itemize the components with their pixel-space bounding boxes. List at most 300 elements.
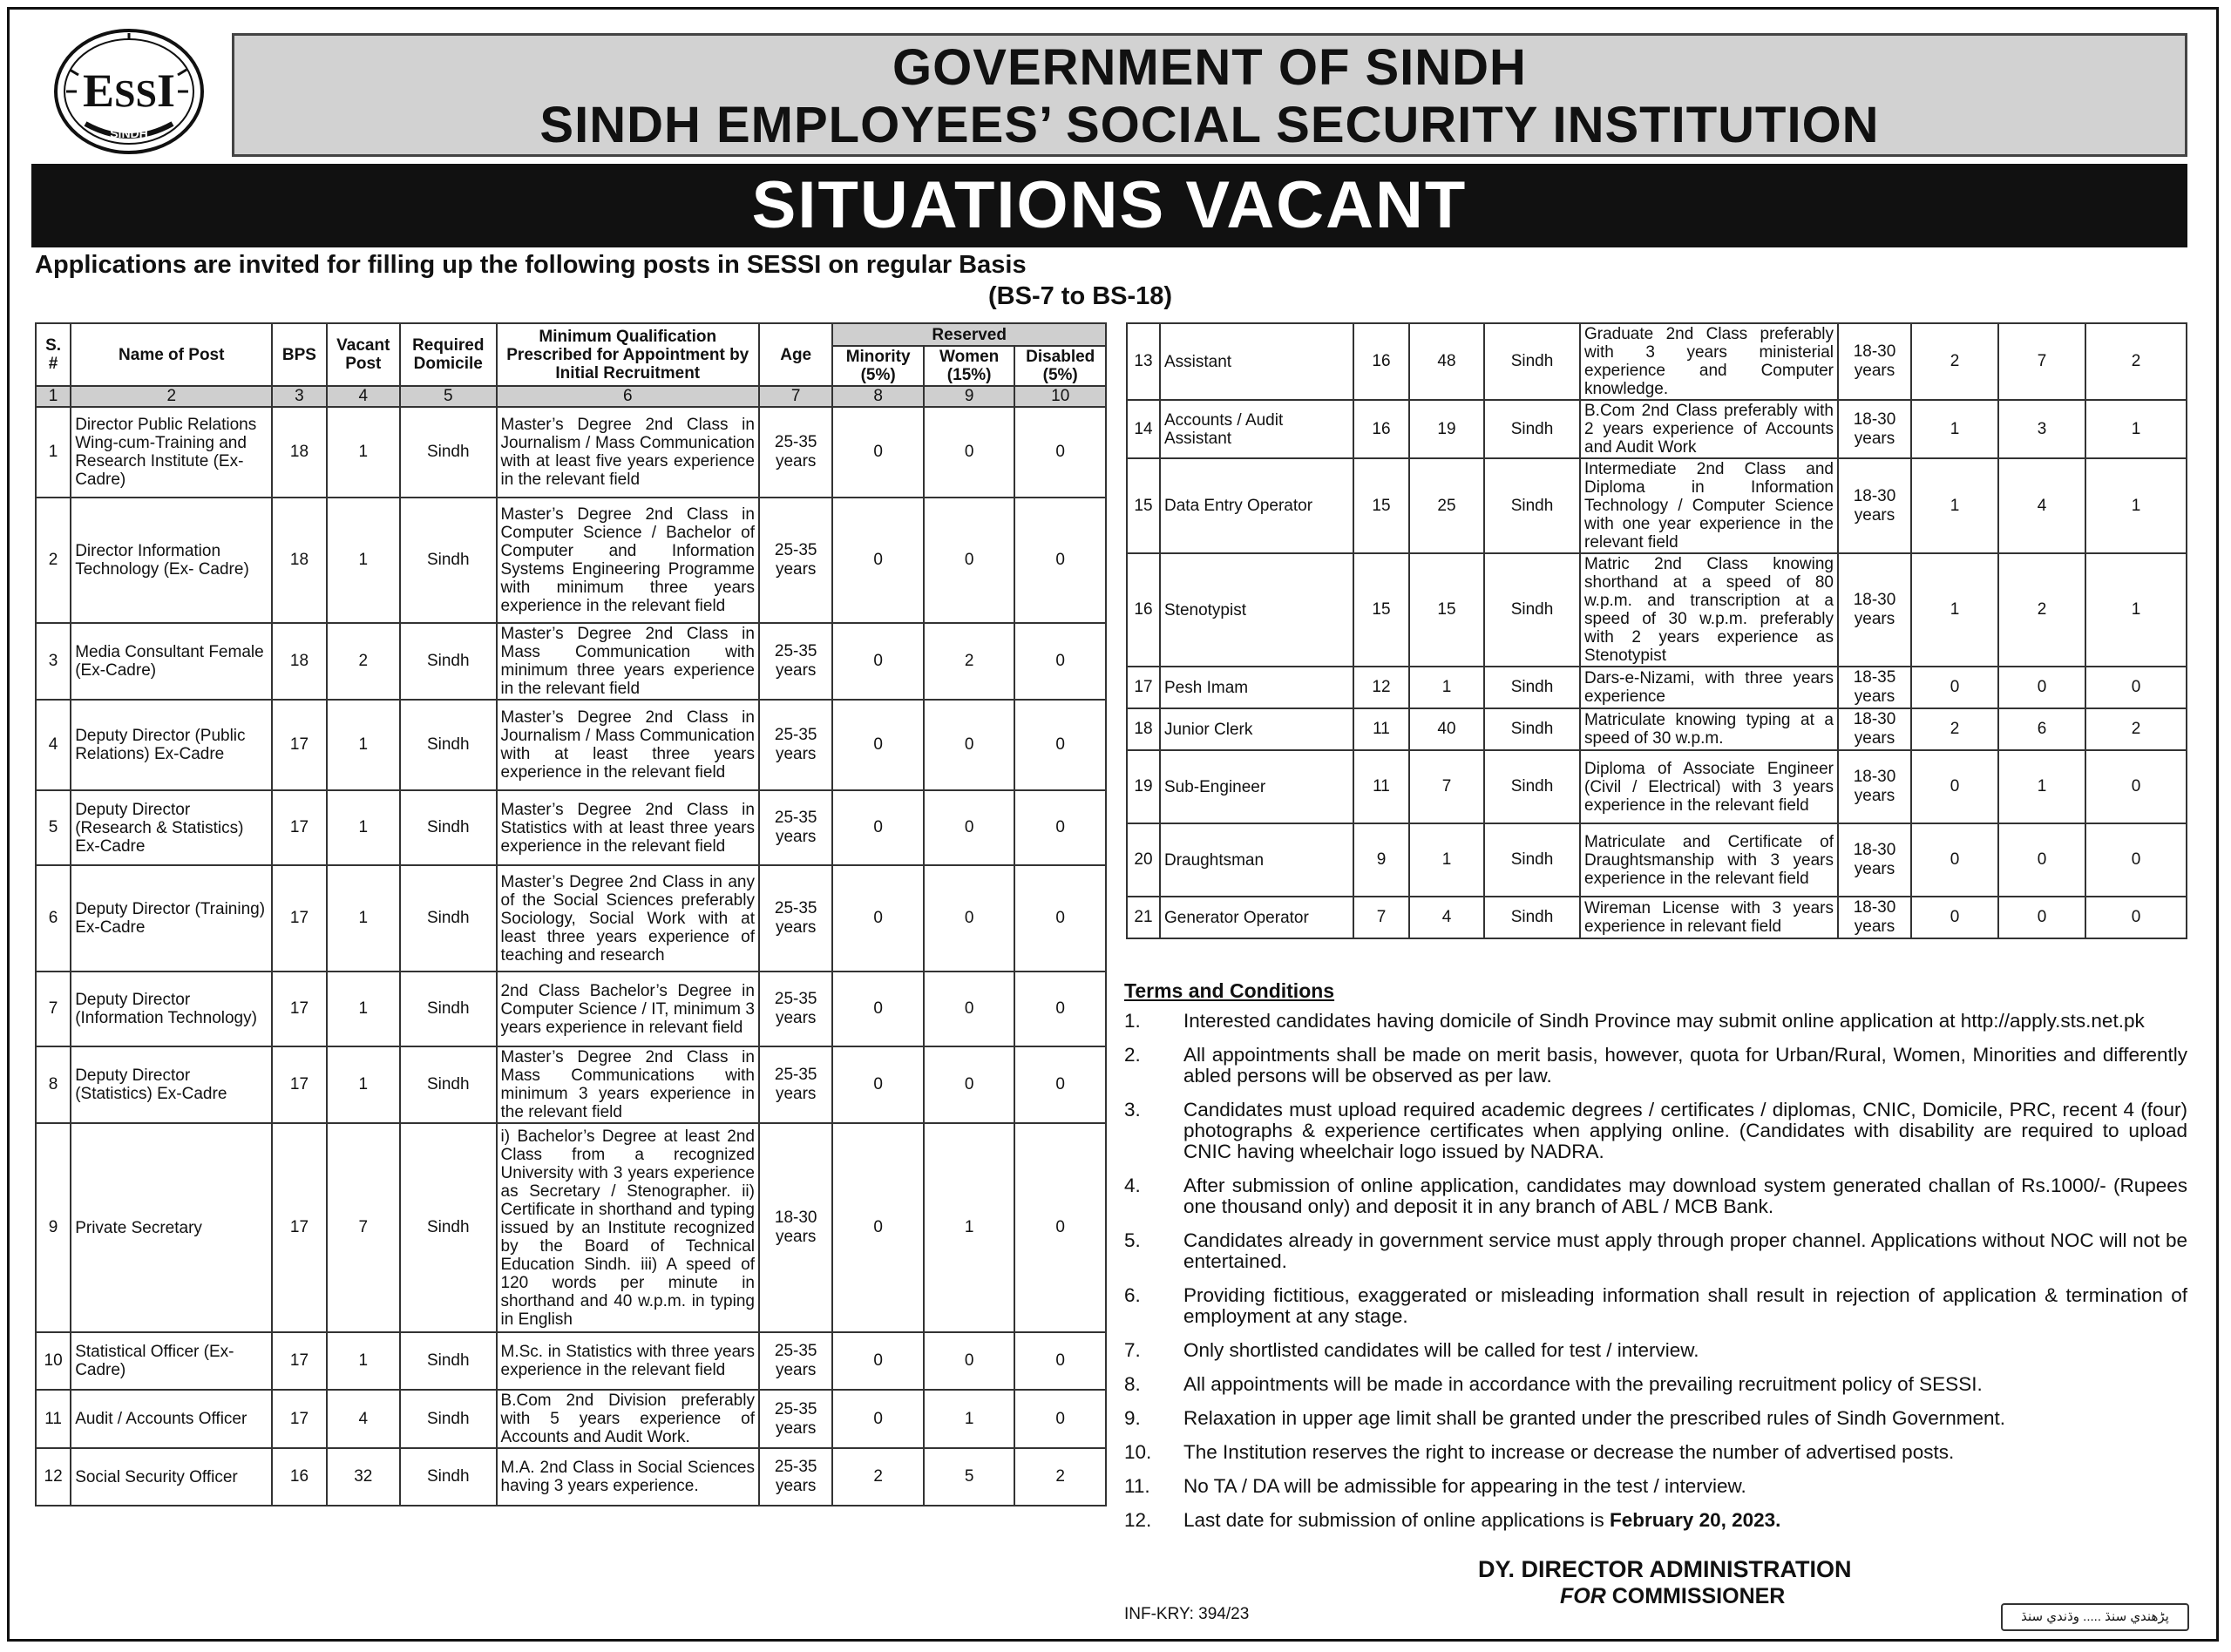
cell-sno: 7	[36, 972, 71, 1046]
colnum: 5	[400, 386, 497, 407]
cell-post-name: Deputy Director (Research & Statistics) Ex-Cadre	[71, 790, 272, 865]
cell-domicile: Sindh	[400, 498, 497, 623]
header-box	[232, 33, 2187, 157]
column-number-row	[36, 386, 1106, 407]
cell-minority: 0	[832, 700, 924, 790]
cell-domicile: Sindh	[1484, 708, 1580, 750]
term-number: 8.	[1124, 1373, 1141, 1395]
cell-sno: 9	[36, 1123, 71, 1332]
cell-vacant: 2	[327, 623, 400, 700]
table-row	[36, 790, 1106, 865]
cell-domicile: Sindh	[400, 407, 497, 498]
cell-minority: 2	[1911, 323, 1998, 400]
cell-women: 2	[924, 623, 1015, 700]
cell-sno: 4	[36, 700, 71, 790]
cell-age: 25-35 years	[759, 1046, 832, 1123]
term-text: All appointments will be made in accordance with the prevailing recruitment policy of SESSI.	[1183, 1373, 1983, 1395]
cell-women: 4	[1998, 458, 2085, 553]
cell-sno: 10	[36, 1332, 71, 1390]
term-text: Only shortlisted candidates will be called for test / interview.	[1183, 1339, 1699, 1361]
cell-age: 18-30 years	[1838, 458, 1911, 553]
cell-women: 3	[1998, 400, 2085, 458]
cell-minority: 1	[1911, 458, 1998, 553]
term-text: All appointments shall be made on merit basis, however, quota for Urban/Rural, Women, Minorities and differently abled persons will be observed as per law.	[1183, 1044, 2187, 1087]
colnum: 6	[497, 386, 759, 407]
signoff-title: DY. DIRECTOR ADMINISTRATION	[1478, 1556, 1852, 1582]
cell-women: 0	[1998, 823, 2085, 897]
vacancy-table-right	[1126, 322, 2187, 939]
cell-sno: 16	[1127, 553, 1160, 667]
term-item	[1124, 1340, 2187, 1361]
cell-disabled: 0	[1014, 790, 1106, 865]
cell-domicile: Sindh	[400, 1123, 497, 1332]
inf-kry-number: INF-KRY: 394/23	[1124, 1605, 1250, 1623]
cell-age: 25-35 years	[759, 700, 832, 790]
cell-women: 0	[924, 865, 1015, 972]
cell-sno: 13	[1127, 323, 1160, 400]
cell-post-name: Deputy Director (Training) Ex-Cadre	[71, 865, 272, 972]
cell-qualification: Matriculate knowing typing at a speed of 30 w.p.m.	[1580, 708, 1838, 750]
cell-domicile: Sindh	[1484, 897, 1580, 938]
term-number: 5.	[1124, 1229, 1141, 1251]
term-text: Candidates already in government service must apply through proper channel. Applications without NOC will not be entertained.	[1183, 1229, 2187, 1272]
cell-qualification: Matriculate and Certificate of Draughtsmanship with 3 years experience in the relevant field	[1580, 823, 1838, 897]
cell-qualification: Intermediate 2nd Class and Diploma in Information Technology / Computer Science with one year experience in the relevant field	[1580, 458, 1838, 553]
situations-vacant-banner: SITUATIONS VACANT	[31, 164, 2187, 247]
cell-age: 18-30 years	[1838, 553, 1911, 667]
cell-disabled: 0	[2085, 897, 2187, 938]
cell-bps: 11	[1353, 750, 1409, 823]
cell-age: 18-30 years	[759, 1123, 832, 1332]
cell-domicile: Sindh	[400, 700, 497, 790]
cell-vacant: 40	[1409, 708, 1484, 750]
cell-qualification: Master’s Degree 2nd Class in Journalism / Mass Communication with at least three years experience in the relevant field	[497, 700, 759, 790]
cell-post-name: Private Secretary	[71, 1123, 272, 1332]
cell-disabled: 0	[1014, 623, 1106, 700]
cell-vacant: 7	[1409, 750, 1484, 823]
cell-age: 25-35 years	[759, 1390, 832, 1448]
cell-minority: 0	[1911, 897, 1998, 938]
cell-vacant: 1	[327, 1046, 400, 1123]
last-date: February 20, 2023.	[1610, 1509, 1781, 1531]
cell-domicile: Sindh	[400, 865, 497, 972]
cell-age: 18-30 years	[1838, 400, 1911, 458]
cell-qualification: Matric 2nd Class knowing shorthand at a speed of 80 w.p.m. and transcription at a speed of 30 w.p.m. preferably with 2 years experience as Stenotypist	[1580, 553, 1838, 667]
table-row	[36, 623, 1106, 700]
cell-disabled: 0	[1014, 972, 1106, 1046]
term-number: 2.	[1124, 1044, 1141, 1066]
cell-disabled: 0	[2085, 667, 2187, 708]
colnum: 10	[1014, 386, 1106, 407]
cell-qualification: Diploma of Associate Engineer (Civil / Electrical) with 3 years experience in the relevant field	[1580, 750, 1838, 823]
cell-minority: 2	[832, 1448, 924, 1506]
table-row	[1127, 667, 2187, 708]
cell-sno: 11	[36, 1390, 71, 1448]
term-item	[1124, 1285, 2187, 1327]
cell-disabled: 0	[1014, 498, 1106, 623]
header-sno: S. #	[36, 323, 71, 386]
cell-disabled: 0	[1014, 1332, 1106, 1390]
term-number: 4.	[1124, 1175, 1141, 1196]
cell-age: 18-30 years	[1838, 823, 1911, 897]
cell-vacant: 1	[327, 700, 400, 790]
cell-domicile: Sindh	[400, 972, 497, 1046]
cell-bps: 17	[272, 1046, 326, 1123]
intro-text: Applications are invited for filling up the following posts in SESSI on regular Basis	[35, 251, 1027, 279]
term-item	[1124, 1011, 2187, 1032]
term-text	[1183, 1510, 2187, 1531]
term-text-main: Last date for submission of online applications is	[1183, 1509, 1611, 1531]
cell-bps: 15	[1353, 553, 1409, 667]
cell-minority: 0	[1911, 823, 1998, 897]
cell-post-name: Generator Operator	[1160, 897, 1353, 938]
cell-bps: 18	[272, 498, 326, 623]
term-text: After submission of online application, candidates may download system generated challan of Rs.1000/- (Rupees one thousand only) and deposit it in any branch of ABL / MCB Bank.	[1183, 1175, 2187, 1217]
cell-sno: 21	[1127, 897, 1160, 938]
cell-women: 2	[1998, 553, 2085, 667]
cell-minority: 0	[1911, 667, 1998, 708]
cell-vacant: 25	[1409, 458, 1484, 553]
colnum: 3	[272, 386, 326, 407]
cell-women: 1	[1998, 750, 2085, 823]
cell-bps: 15	[1353, 458, 1409, 553]
table-row	[1127, 458, 2187, 553]
cell-minority: 0	[832, 498, 924, 623]
cell-domicile: Sindh	[1484, 458, 1580, 553]
cell-women: 0	[924, 1332, 1015, 1390]
cell-minority: 1	[1911, 400, 1998, 458]
cell-bps: 17	[272, 1332, 326, 1390]
cell-minority: 0	[1911, 750, 1998, 823]
sindh-slogan-stamp: پڑھندي سنڌ ..... وڌندي سنڌ	[2001, 1603, 2189, 1631]
table-row	[36, 1046, 1106, 1123]
cell-bps: 17	[272, 972, 326, 1046]
term-text: No TA / DA will be admissible for appearing in the test / interview.	[1183, 1475, 1746, 1497]
cell-minority: 0	[832, 407, 924, 498]
pay-scale-range: (BS-7 to BS-18)	[988, 282, 1173, 310]
cell-disabled: 0	[1014, 865, 1106, 972]
table-row	[36, 972, 1106, 1046]
cell-sno: 3	[36, 623, 71, 700]
term-number: 12.	[1124, 1509, 1152, 1531]
table-row	[36, 1448, 1106, 1506]
cell-domicile: Sindh	[400, 623, 497, 700]
cell-domicile: Sindh	[1484, 750, 1580, 823]
cell-qualification: Wireman License with 3 years experience in relevant field	[1580, 897, 1838, 938]
cell-domicile: Sindh	[1484, 823, 1580, 897]
cell-bps: 12	[1353, 667, 1409, 708]
colnum: 2	[71, 386, 272, 407]
cell-domicile: Sindh	[1484, 400, 1580, 458]
cell-minority: 0	[832, 865, 924, 972]
cell-sno: 17	[1127, 667, 1160, 708]
terms-list	[1124, 1011, 2187, 1544]
cell-domicile: Sindh	[400, 1046, 497, 1123]
cell-disabled: 0	[1014, 1390, 1106, 1448]
cell-bps: 9	[1353, 823, 1409, 897]
cell-disabled: 0	[2085, 750, 2187, 823]
term-text: Candidates must upload required academic degrees / certificates / diplomas, CNIC, Domicile, PRC, recent 4 (four) photographs & experience certificates when applying online. (Candidates with disability are required to upload CNIC having wheelchair logo issued by NADRA.	[1183, 1099, 2187, 1162]
header-line-1: GOVERNMENT OF SINDH	[892, 39, 1527, 96]
term-item	[1124, 1476, 2187, 1497]
signoff-for	[1560, 1584, 1785, 1609]
cell-sno: 6	[36, 865, 71, 972]
cell-minority: 0	[832, 1332, 924, 1390]
cell-women: 5	[924, 1448, 1015, 1506]
cell-bps: 18	[272, 407, 326, 498]
header-domicile: Required Domicile	[400, 323, 497, 386]
cell-women: 1	[924, 1390, 1015, 1448]
term-item	[1124, 1175, 2187, 1217]
cell-domicile: Sindh	[400, 1448, 497, 1506]
table-row	[1127, 708, 2187, 750]
cell-age: 25-35 years	[759, 498, 832, 623]
cell-post-name: Director Public Relations Wing-cum-Training and Research Institute (Ex-Cadre)	[71, 407, 272, 498]
term-number: 1.	[1124, 1010, 1141, 1032]
cell-domicile: Sindh	[1484, 553, 1580, 667]
cell-disabled: 2	[2085, 708, 2187, 750]
cell-vacant: 15	[1409, 553, 1484, 667]
cell-minority: 0	[832, 1046, 924, 1123]
cell-sno: 15	[1127, 458, 1160, 553]
cell-qualification: Dars-e-Nizami, with three years experience	[1580, 667, 1838, 708]
cell-bps: 16	[1353, 400, 1409, 458]
cell-post-name: Audit / Accounts Officer	[71, 1390, 272, 1448]
cell-qualification: B.Com 2nd Class preferably with 2 years experience of Accounts and Audit Work	[1580, 400, 1838, 458]
cell-sno: 12	[36, 1448, 71, 1506]
cell-domicile: Sindh	[1484, 667, 1580, 708]
cell-vacant: 1	[327, 972, 400, 1046]
cell-bps: 17	[272, 1123, 326, 1332]
cell-post-name: Accounts / Audit Assistant	[1160, 400, 1353, 458]
cell-age: 25-35 years	[759, 623, 832, 700]
cell-women: 0	[924, 790, 1015, 865]
cell-women: 1	[924, 1123, 1015, 1332]
cell-bps: 17	[272, 1390, 326, 1448]
cell-vacant: 1	[327, 407, 400, 498]
cell-qualification: 2nd Class Bachelor’s Degree in Computer Science / IT, minimum 3 years experience in relevant field	[497, 972, 759, 1046]
cell-vacant: 4	[327, 1390, 400, 1448]
cell-post-name: Social Security Officer	[71, 1448, 272, 1506]
table-row	[36, 1123, 1106, 1332]
cell-sno: 1	[36, 407, 71, 498]
cell-disabled: 0	[2085, 823, 2187, 897]
cell-minority: 1	[1911, 553, 1998, 667]
cell-qualification: Master’s Degree 2nd Class in Journalism / Mass Communication with at least five years experience in the relevant field	[497, 407, 759, 498]
colnum: 1	[36, 386, 71, 407]
cell-domicile: Sindh	[400, 1390, 497, 1448]
cell-qualification: Master’s Degree 2nd Class in Mass Communications with minimum 3 years experience in the relevant field	[497, 1046, 759, 1123]
cell-bps: 16	[272, 1448, 326, 1506]
cell-women: 0	[924, 700, 1015, 790]
cell-vacant: 1	[1409, 667, 1484, 708]
term-item	[1124, 1045, 2187, 1087]
table-row	[1127, 897, 2187, 938]
cell-age: 25-35 years	[759, 1448, 832, 1506]
cell-vacant: 1	[327, 1332, 400, 1390]
cell-qualification: Master’s Degree 2nd Class in Statistics with at least three years experience in the relevant field	[497, 790, 759, 865]
header-bps: BPS	[272, 323, 326, 386]
colnum: 4	[327, 386, 400, 407]
cell-domicile: Sindh	[400, 1332, 497, 1390]
cell-vacant: 7	[327, 1123, 400, 1332]
table-row	[36, 498, 1106, 623]
table-row	[1127, 750, 2187, 823]
term-item	[1124, 1374, 2187, 1395]
vacancy-table-left	[35, 322, 1107, 1506]
cell-minority: 0	[832, 1390, 924, 1448]
cell-vacant: 19	[1409, 400, 1484, 458]
cell-qualification: M.A. 2nd Class in Social Sciences having 3 years experience.	[497, 1448, 759, 1506]
cell-vacant: 48	[1409, 323, 1484, 400]
cell-disabled: 0	[1014, 1046, 1106, 1123]
term-text: The Institution reserves the right to increase or decrease the number of advertised posts.	[1183, 1441, 1955, 1463]
table-row	[1127, 553, 2187, 667]
term-number: 6.	[1124, 1284, 1141, 1306]
term-text: Providing fictitious, exaggerated or misleading information shall result in rejection of application & termination of employment at any stage.	[1183, 1284, 2187, 1327]
cell-domicile: Sindh	[400, 790, 497, 865]
cell-minority: 0	[832, 972, 924, 1046]
svg-text:SINDH: SINDH	[110, 126, 148, 140]
cell-vacant: 1	[1409, 823, 1484, 897]
table-row	[1127, 823, 2187, 897]
cell-qualification: i) Bachelor’s Degree at least 2nd Class from a recognized University with 3 years experience as Secretary / Stenographer. ii) Certificate in shorthand and typing issued by an Institute recognized by the Board of Technical Education Sindh. iii) A speed of 120 words per minute in shorthand and 40 w.p.m. in typing in English	[497, 1123, 759, 1332]
table-row	[36, 407, 1106, 498]
cell-disabled: 0	[1014, 700, 1106, 790]
term-number: 11.	[1124, 1475, 1150, 1497]
term-number: 3.	[1124, 1099, 1141, 1121]
cell-post-name: Statistical Officer (Ex-Cadre)	[71, 1332, 272, 1390]
cell-post-name: Stenotypist	[1160, 553, 1353, 667]
cell-post-name: Media Consultant Female (Ex-Cadre)	[71, 623, 272, 700]
header-women: Women (15%)	[924, 346, 1015, 386]
term-number: 10.	[1124, 1441, 1152, 1463]
cell-post-name: Data Entry Operator	[1160, 458, 1353, 553]
cell-post-name: Pesh Imam	[1160, 667, 1353, 708]
cell-women: 0	[1998, 667, 2085, 708]
table-row	[1127, 400, 2187, 458]
cell-sno: 20	[1127, 823, 1160, 897]
table-row	[36, 1332, 1106, 1390]
cell-post-name: Deputy Director (Public Relations) Ex-Cadre	[71, 700, 272, 790]
colnum: 7	[759, 386, 832, 407]
cell-women: 7	[1998, 323, 2085, 400]
cell-qualification: M.Sc. in Statistics with three years experience in the relevant field	[497, 1332, 759, 1390]
cell-disabled: 1	[2085, 553, 2187, 667]
header-age: Age	[759, 323, 832, 386]
cell-women: 0	[924, 1046, 1015, 1123]
term-number: 7.	[1124, 1339, 1141, 1361]
cell-age: 25-35 years	[759, 972, 832, 1046]
table-row	[36, 865, 1106, 972]
header-reserved: Reserved	[832, 323, 1106, 346]
cell-women: 0	[924, 972, 1015, 1046]
cell-vacant: 32	[327, 1448, 400, 1506]
cell-disabled: 0	[1014, 407, 1106, 498]
cell-age: 18-30 years	[1838, 323, 1911, 400]
svg-text:ESSI: ESSI	[83, 64, 175, 117]
cell-post-name: Draughtsman	[1160, 823, 1353, 897]
header-name: Name of Post	[71, 323, 272, 386]
header-line-2: SINDH EMPLOYEES’ SOCIAL SECURITY INSTITUTION	[539, 97, 1880, 153]
term-item	[1124, 1230, 2187, 1272]
cell-qualification: B.Com 2nd Division preferably with 5 years experience of Accounts and Audit Work.	[497, 1390, 759, 1448]
term-item-last	[1124, 1510, 2187, 1531]
cell-sno: 5	[36, 790, 71, 865]
cell-post-name: Deputy Director (Information Technology)	[71, 972, 272, 1046]
cell-bps: 16	[1353, 323, 1409, 400]
cell-bps: 17	[272, 790, 326, 865]
cell-women: 0	[924, 407, 1015, 498]
cell-qualification: Master’s Degree 2nd Class in Mass Communication with minimum three years experience in the relevant field	[497, 623, 759, 700]
term-number: 9.	[1124, 1407, 1141, 1429]
table-row	[36, 700, 1106, 790]
cell-age: 18-35 years	[1838, 667, 1911, 708]
cell-vacant: 1	[327, 790, 400, 865]
cell-bps: 18	[272, 623, 326, 700]
cell-age: 18-30 years	[1838, 750, 1911, 823]
term-item	[1124, 1442, 2187, 1463]
cell-women: 0	[924, 498, 1015, 623]
cell-minority: 2	[1911, 708, 1998, 750]
terms-title: Terms and Conditions	[1124, 979, 1335, 1002]
signoff-for-word: FOR	[1560, 1584, 1606, 1608]
cell-qualification: Graduate 2nd Class preferably with 3 years ministerial experience and Computer knowledge.	[1580, 323, 1838, 400]
cell-disabled: 2	[2085, 323, 2187, 400]
term-item	[1124, 1408, 2187, 1429]
cell-domicile: Sindh	[1484, 323, 1580, 400]
cell-age: 25-35 years	[759, 790, 832, 865]
table-row	[36, 1390, 1106, 1448]
table-row	[1127, 323, 2187, 400]
cell-post-name: Deputy Director (Statistics) Ex-Cadre	[71, 1046, 272, 1123]
colnum: 8	[832, 386, 924, 407]
cell-age: 18-30 years	[1838, 708, 1911, 750]
cell-minority: 0	[832, 623, 924, 700]
signoff-commissioner: COMMISSIONER	[1611, 1584, 1786, 1608]
cell-sno: 2	[36, 498, 71, 623]
cell-minority: 0	[832, 790, 924, 865]
cell-age: 25-35 years	[759, 865, 832, 972]
cell-sno: 8	[36, 1046, 71, 1123]
cell-qualification: Master’s Degree 2nd Class in any of the Social Sciences preferably Sociology, Social Work with at least three years experience of teaching and research	[497, 865, 759, 972]
cell-age: 25-35 years	[759, 407, 832, 498]
cell-sno: 19	[1127, 750, 1160, 823]
cell-post-name: Director Information Technology (Ex- Cadre)	[71, 498, 272, 623]
header-disabled: Disabled (5%)	[1014, 346, 1106, 386]
cell-bps: 17	[272, 865, 326, 972]
cell-disabled: 1	[2085, 458, 2187, 553]
cell-women: 6	[1998, 708, 2085, 750]
cell-sno: 14	[1127, 400, 1160, 458]
cell-post-name: Junior Clerk	[1160, 708, 1353, 750]
term-text: Relaxation in upper age limit shall be granted under the prescribed rules of Sindh Government.	[1183, 1407, 2006, 1429]
cell-women: 0	[1998, 897, 2085, 938]
sessi-logo	[51, 26, 207, 157]
cell-post-name: Sub-Engineer	[1160, 750, 1353, 823]
cell-vacant: 1	[327, 498, 400, 623]
cell-age: 18-30 years	[1838, 897, 1911, 938]
cell-minority: 0	[832, 1123, 924, 1332]
term-text: Interested candidates having domicile of Sindh Province may submit online application at http://apply.sts.net.pk	[1183, 1010, 2145, 1032]
cell-bps: 7	[1353, 897, 1409, 938]
cell-post-name: Assistant	[1160, 323, 1353, 400]
cell-disabled: 1	[2085, 400, 2187, 458]
cell-vacant: 1	[327, 865, 400, 972]
header-minority: Minority (5%)	[832, 346, 924, 386]
cell-vacant: 4	[1409, 897, 1484, 938]
colnum: 9	[924, 386, 1015, 407]
